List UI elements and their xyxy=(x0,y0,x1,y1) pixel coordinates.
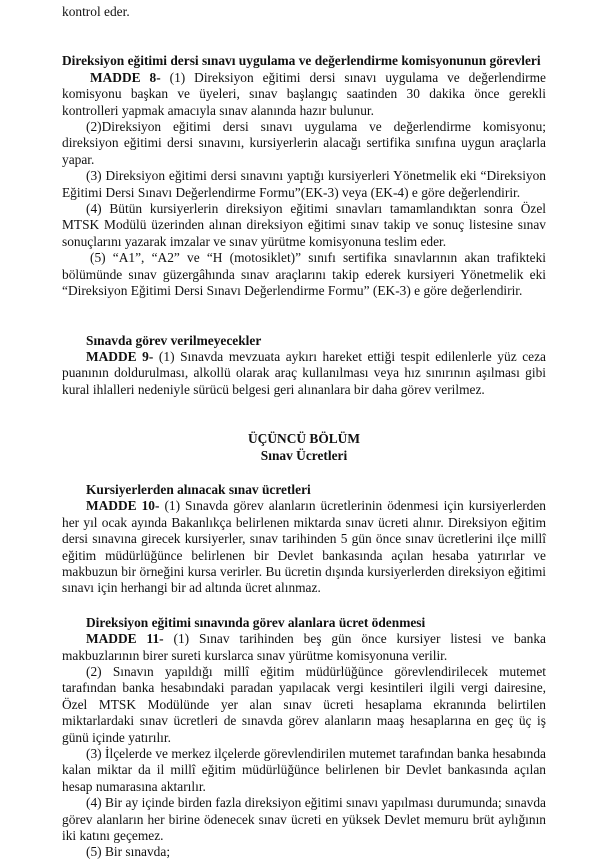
madde-9-label: MADDE 9- xyxy=(86,348,154,364)
madde-11-paragraph-3: (3) İlçelerde ve merkez ilçelerde görevlendirilen mutemet tarafından banka hesabında kalan miktar da il millî eğitim müdürlüğünce belirlenen bir Devlet bankasında açılan hesap numarasına aktarılır. xyxy=(62,746,546,794)
madde-9-p1-text: (1) Sınavda mevzuata aykırı hareket ettiği tespit edilenlerle yüz ceza puanının doldurulması, alkollü olarak araç kullanılması veya hız sınırının aşılması gibi kural ihlalleri nedeniyle sürücü belgesi geri alınanlara bir daha görev verilmez. xyxy=(62,348,546,397)
madde-10-paragraph-1 xyxy=(62,498,546,596)
madde-11-paragraph-5: (5) Bir sınavda; xyxy=(86,844,171,860)
chapter-title: ÜÇÜNCÜ BÖLÜM xyxy=(248,431,360,447)
section-heading-madde-10: Kursiyerlerden alınacak sınav ücretleri xyxy=(86,481,311,497)
madde-11-paragraph-2: (2) Sınavın yapıldığı millî eğitim müdürlüğünce görevlendirilecek mutemet tarafından banka hesabındaki paradan yapılacak vergi kesintileri ilgili vergi dairesine, Özel MTSK Modülünde yer alan sınav ücreti hesaplama ekranında belirtilen miktarlardaki sınav ücretleri de sınavda görev alanların maaş hesaplarına en geç üç iş günü içinde yatırılır. xyxy=(62,664,546,745)
madde-11-paragraph-4: (4) Bir ay içinde birden fazla direksiyon eğitimi sınavı yapılması durumunda; sınavda görev alanların her birine ödenecek sınav ücreti en yüksek Devlet memuru brüt aylığının iki katını geçemez. xyxy=(62,795,546,844)
madde-8-paragraph-3: (3) Direksiyon eğitimi dersi sınavını yaptığı kursiyerleri Yönetmelik eki “Direksiyon Eğitimi Dersi Sınavı Değerlendirme Formu”(EK-3) veya (EK-4) e göre değerlendirir. xyxy=(62,168,546,200)
spacer xyxy=(62,398,546,431)
document-page xyxy=(62,4,546,861)
spacer xyxy=(62,597,546,615)
section-heading-madde-8: Direksiyon eğitimi dersi sınavı uygulama ve değerlendirme komisyonunun görevleri xyxy=(62,53,541,69)
spacer xyxy=(62,464,546,482)
madde-8-paragraph-5: (5) “A1”, “A2” ve “H (motosiklet)” sınıfı sertifika sınavlarının akan trafikteki bölümünde sınav güzergâhında sınav araçlarını takip ederek kursiyeri Yönetmelik eki “Direksiyon Eğitimi Dersi Sınavı Değerlendirme Formu” (EK-3) e göre değerlendirir. xyxy=(62,250,546,299)
madde-8-label: MADDE 8- xyxy=(90,69,161,85)
madde-11-paragraph-1 xyxy=(62,631,546,664)
spacer xyxy=(62,300,546,333)
continuation-text: kontrol eder. xyxy=(62,4,130,19)
madde-10-label: MADDE 10- xyxy=(86,498,160,514)
chapter-subtitle: Sınav Ücretleri xyxy=(260,447,348,463)
madde-8-p1-text: (1) Direksiyon eğitimi dersi sınavı uygulama ve değerlendirme komisyonu başkan ve üyeleri, sınav başlangıç saatinden 30 dakika önce gerekli kontrolleri yapmak amacıyla sınav alanında hazır bulunur. xyxy=(62,69,546,118)
spacer xyxy=(62,20,546,53)
madde-8-paragraph-1 xyxy=(62,70,546,119)
section-heading-madde-9: Sınavda görev verilmeyecekler xyxy=(86,332,262,348)
madde-11-p1-text: (1) Sınav tarihinden beş gün önce kursiyer listesi ve banka makbuzlarının birer sureti kurslarca sınav yürütme komisyonuna verilir. xyxy=(62,631,546,663)
madde-9-paragraph-1 xyxy=(62,349,546,398)
section-heading-madde-11: Direksiyon eğitimi sınavında görev alanlara ücret ödenmesi xyxy=(86,614,426,630)
madde-11-label: MADDE 11- xyxy=(86,631,164,647)
madde-8-paragraph-2: (2)Direksiyon eğitimi dersi sınavı uygulama ve değerlendirme komisyonu; direksiyon eğitimi dersi sınavını, kursiyerlerin alacağı sertifika sınıfına uygun araçlarla yapar. xyxy=(62,119,546,167)
madde-10-p1-text: (1) Sınavda görev alanların ücretlerinin ödenmesi için kursiyerlerden her yıl ocak ayında Bakanlıkça belirlenen miktarda sınav ücreti alınır. Direksiyon eğitim dersi sınavına girecek kursiyerler, sınav tarihinden 5 gün önce sınav ücretlerini ilçe millî eğitim müdürlüğünce belirlenen bir Devlet bankasında açılan hesaba yatırırlar ve makbuzun bir örneğini kursa verirler. Bu ücretin dışında kursiyerlerden direksiyon eğitimi sınavı için herhangi bir ad altında ücret alınmaz. xyxy=(62,498,546,596)
madde-8-paragraph-4: (4) Bütün kursiyerlerin direksiyon eğitimi sınavları tamamlandıktan sonra Özel MTSK Modülü üzerinden alınan direksiyon eğitimi sınav takip ve sonuç listesine sınav sonuçlarını yazarak imzalar ve sınav yürütme komisyonuna teslim eder. xyxy=(62,201,546,249)
